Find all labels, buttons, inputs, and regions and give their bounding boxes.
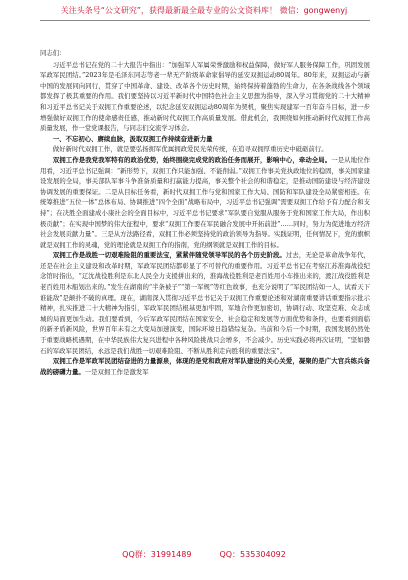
paragraph-5-text: 一是双拥工作是激发军 <box>84 367 149 376</box>
header-banner: 关注头条号“公文研究”，获得最新最全最专业的公文资料库！ 微信：gongwenyj <box>60 6 348 15</box>
paragraph-4-text: 过去，无论是革命战争年代，还是在社会主义建设和改革时期，军政军民团结都彰显了不可替代的重要作用。习近平总书记在考察江苏淮海战役纪念馆时指出，“辽沈战役胜利是东北人民全力支援拼出来的，淮海战役胜利是老百姓用小车推出来的，渡江战役胜利是老百姓用木船划出来的。”发生在湖南的“半条被子”“第一军规”等红色故事，也充分说明了“军民团结如一人，试看天下谁能敌”是颠扑不破的真理。现在，湖南深入贯彻习近平总书记关于双拥工作重要论述和对湖南重要讲话重要指示批示精神，扎实推进二十大精神为指引，军政军民团结根基更加牢固，军地合作更加密切，协调行动、攻坚克难、众志成城的局面更加生动。我们要看到，今后军政军民团结在国家安全、社会稳定和发展等方面优势和条件，也要看到面临的新矛盾新风险，世界百年未有之大变局加速演变，国际环境日趋错综复杂。当前和今后一个时期，我国发展仍然处于重要战略机遇期，在中华民族伟大复兴进程中各种风险挑战只会增多，不会减少。历史实践必将再次证明，“坚如磐石的军政军民团结，永远是我们战胜一切艰难险阻、不断从胜利走向胜利的重要法宝”。 <box>40 251 370 355</box>
paragraph-3-text: 一是从地位作用看，习近平总书记强调：“新形势下，双拥工作只能加强、不能削弱。”双拥工作事关党执政地位的稳固，事关国家建设发展的全局，事关部队军事斗争准备质量和打赢能力提高，事关整个社会的和谐稳定，是推动国防建设与经济建设协调发展的重要保证。二是从目标任务看，新时代双拥工作与党和国家工作大局、国防和军队建设全局紧密相连。在统筹推进“五位一体”总体布局、协调推进“四个全面”战略布局中，习近平总书记强调“需要双拥工作给予有力配合和支持”；在决胜全面建成小康社会的全面目标中，习近平总书记要求“军队要自觉服从服务于党和国家工作大局，作出积极贡献”；在实现中国梦的伟大征程中，要求“双拥工作要在军民融合发展中开拓前进”……同时，努力为促进地方经济社会发展贡献力量”。三是从方法路径看，双拥工作必须坚持党的政治领导为指导。实践证明，任何情况下，党的旗帜就是双拥工作的灵魂，党的理论就是双拥工作的指南，党的纲领就是双拥工作的目标。 <box>40 155 371 249</box>
paragraph-5 <box>40 356 370 377</box>
footer-contact <box>0 549 408 560</box>
paragraph-5-lead: 双拥工作是军政军民团结奋进的力量源泉，体现的是党和政府对军队建设的关心关爱，凝聚的是广大官兵练兵备战的磅礴力量。 <box>40 357 370 376</box>
paragraph-2: 做好新时代双拥工作，就是要弘扬拥军优属拥政爱民光荣传统，在追寻双拥厚重历史中砥砺前行。 <box>52 145 328 154</box>
paragraph-3 <box>40 155 370 250</box>
paragraph-4-lead: 双拥工作是战胜一切艰难险阻的重要法宝，紧紧伴随党领导军民的各个历史阶段。 <box>52 251 286 260</box>
footer-qq: QQ：535304092 <box>219 550 286 559</box>
paragraph-intro: 习近平总书记在党的二十大报告中指出：“加强军人军属荣誉激励和权益保障，做好军人服务保障工作，巩固发展军政军民团结。”2023年是毛泽东同志等老一辈无产阶级革命家倡导的延安双拥运动80周年。80年来，双拥运动与新中国的发展同向同行，贯穿了中国革命、建设、改革各个历史时期，始终保持着蓬勃的生命力，在各条战线各个领域都发挥了极其重要的作用。我们要坚持以习近平新时代中国特色社会主义思想为指导，深入学习贯彻党的二十大精神和习近平总书记关于双拥工作重要论述，以纪念延安双拥运动80周年为契机，聚焦实现建军一百年奋斗目标，进一步增强做好双拥工作的使命感责任感，推动新时代双拥工作高质量发展。借此机会，我围绕如何推动新时代双拥工作高质量发展，作一堂党课报告，与同志们交流学习体会。 <box>40 60 370 133</box>
header-divider <box>40 20 370 21</box>
section-heading-1: 一、不忘初心、赓续血脉，汲取双拥工作持续奋进新力量 <box>52 134 213 143</box>
footer-qq-group: QQ群：31991489 <box>122 550 192 559</box>
greeting: 同志们： <box>40 49 66 57</box>
document-body <box>40 48 370 377</box>
paragraph-3-lead: 双拥工作是我党我军特有的政治优势，始终围绕完成党的政治任务而展开，影响中心，牵动全局。 <box>52 155 332 164</box>
paragraph-4 <box>40 250 370 356</box>
